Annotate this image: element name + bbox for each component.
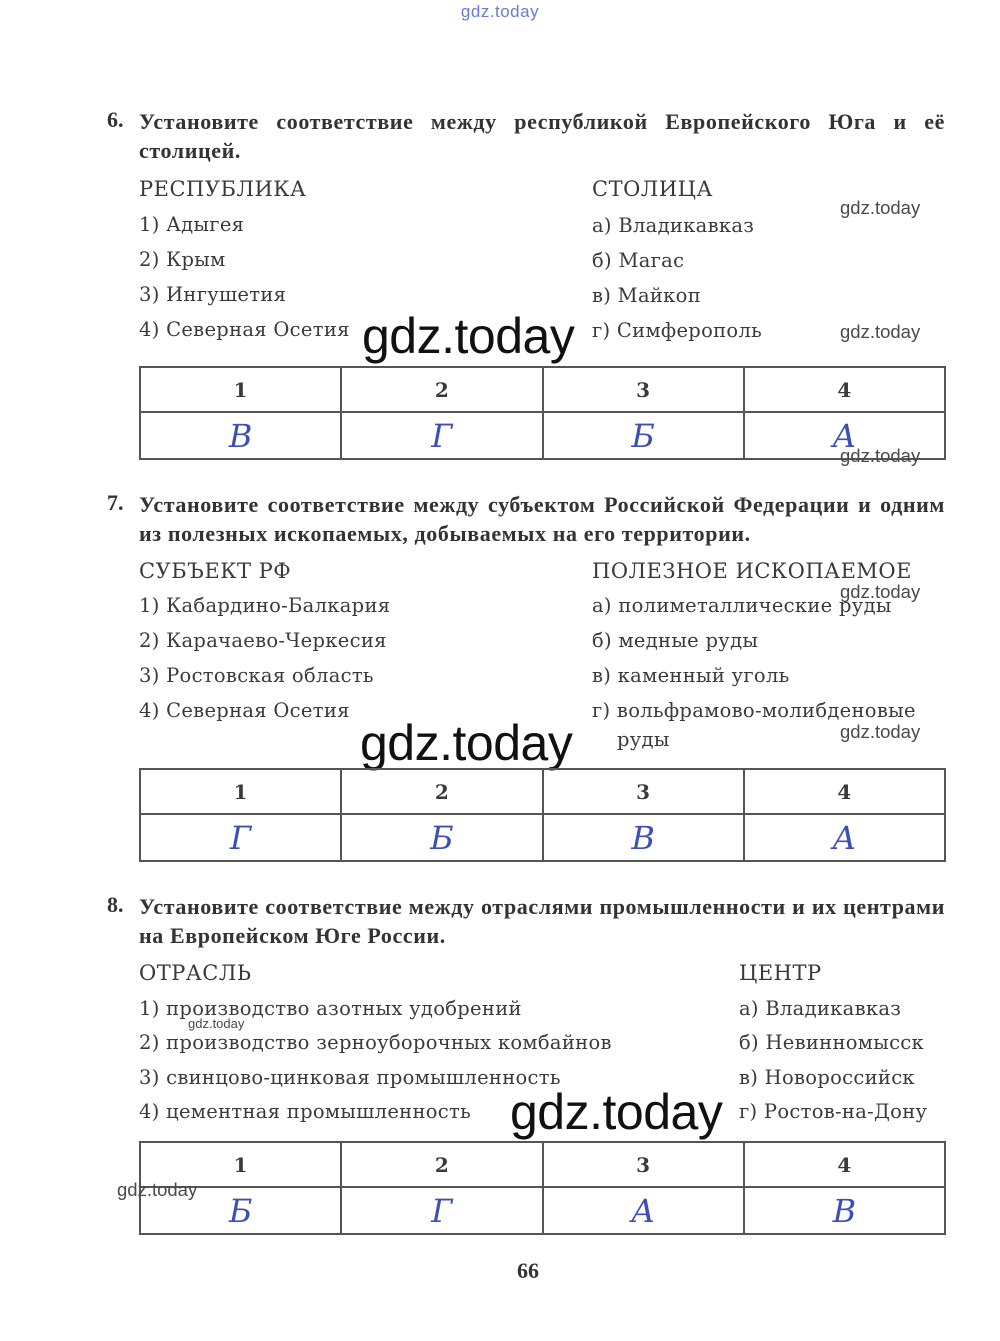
q8-left-item: 1) производство азотных удобрений xyxy=(139,997,522,1020)
table-header-cell: 3 xyxy=(543,769,744,814)
watermark: gdz.today xyxy=(840,445,921,466)
answer-cell: А xyxy=(744,412,945,459)
table-header-cell: 4 xyxy=(744,367,945,412)
table-header-cell: 1 xyxy=(140,367,341,412)
q8-left-item: 3) свинцово-цинковая промышленность xyxy=(139,1066,561,1089)
q7-right-item: в) каменный уголь xyxy=(592,664,790,687)
watermark: gdz.today xyxy=(840,197,921,218)
q7-left-item: 1) Кабардино-Балкария xyxy=(139,594,391,617)
q7-text: Установите соответствие между субъектом Российской Федерации и одним из полезных ископаемых, добываемых на его территории. xyxy=(139,492,945,546)
q7-number: 7. xyxy=(107,490,124,515)
q8-right-item: а) Владикавказ xyxy=(739,997,902,1020)
q6-right-header: СТОЛИЦА xyxy=(592,177,713,201)
table-header-cell: 3 xyxy=(543,1142,744,1187)
answer-cell: А xyxy=(744,814,945,861)
q8-left-header: ОТРАСЛЬ xyxy=(139,961,252,985)
q8-right-header: ЦЕНТР xyxy=(739,961,822,985)
q6-left-header: РЕСПУБЛИКА xyxy=(139,177,307,201)
q8-right-item: в) Новороссийск xyxy=(739,1066,915,1089)
q8-number: 8. xyxy=(107,892,124,917)
table-header-cell: 4 xyxy=(744,769,945,814)
q6-left-item: 2) Крым xyxy=(139,248,226,271)
q7-answer-table xyxy=(139,768,946,862)
watermark: gdz.today xyxy=(840,581,921,602)
q7-right-item: б) медные руды xyxy=(592,629,759,652)
top-watermark: gdz.today xyxy=(460,2,540,21)
answer-cell: Б xyxy=(341,814,542,861)
q7-right-item: г) вольфрамово-молибденовые xyxy=(592,699,916,722)
table-header-cell: 1 xyxy=(140,769,341,814)
q7-left-item: 2) Карачаево-Черкесия xyxy=(139,629,387,652)
answer-cell: Г xyxy=(341,412,542,459)
q6-answer-table xyxy=(139,366,946,460)
answer-cell: В xyxy=(543,814,744,861)
q7-right-item: а) полиметаллические руды xyxy=(592,594,892,617)
table-header-cell: 1 xyxy=(140,1142,341,1187)
answer-cell: А xyxy=(543,1187,744,1234)
answer-cell: Г xyxy=(140,814,341,861)
page-number: 66 xyxy=(517,1258,539,1283)
q6-left-item: 1) Адыгея xyxy=(139,213,245,236)
watermark: gdz.today xyxy=(840,321,921,342)
table-header-cell: 2 xyxy=(341,769,542,814)
q6-text: Установите соответствие между республикой Европейского Юга и её столицей. xyxy=(139,109,945,163)
q7-right-item-continued: руды xyxy=(617,728,670,751)
watermark-large: gdz.today xyxy=(362,308,575,364)
answer-cell: Б xyxy=(543,412,744,459)
q8-text: Установите соответствие между отраслями промышленности и их центрами на Европейском Юге России. xyxy=(139,894,945,948)
answer-cell: Б xyxy=(140,1187,341,1234)
answer-cell: В xyxy=(140,412,341,459)
watermark: gdz.today xyxy=(840,721,921,742)
q8-right-item: г) Ростов-на-Дону xyxy=(739,1100,928,1123)
watermark-small: gdz.today xyxy=(188,1016,245,1031)
q6-left-item: 3) Ингушетия xyxy=(139,283,287,306)
q6-right-item: в) Майкоп xyxy=(592,284,701,307)
answer-cell: В xyxy=(744,1187,945,1234)
q7-left-item: 4) Северная Осетия xyxy=(139,699,350,722)
q8-left-item: 2) производство зерноуборочных комбайнов xyxy=(139,1031,612,1054)
q7-left-header: СУБЪЕКТ РФ xyxy=(139,559,292,583)
table-header-cell: 2 xyxy=(341,367,542,412)
answer-cell: Г xyxy=(341,1187,542,1234)
q8-left-item: 4) цементная промышленность xyxy=(139,1100,472,1123)
q8-answer-table xyxy=(139,1141,946,1235)
q7-left-item: 3) Ростовская область xyxy=(139,664,374,687)
watermark-large: gdz.today xyxy=(510,1084,723,1140)
q6-right-item: б) Магас xyxy=(592,249,685,272)
table-header-cell: 4 xyxy=(744,1142,945,1187)
table-header-cell: 2 xyxy=(341,1142,542,1187)
q7-right-header: ПОЛЕЗНОЕ ИСКОПАЕМОЕ xyxy=(592,559,912,583)
watermark: gdz.today xyxy=(117,1179,198,1200)
q6-left-item: 4) Северная Осетия xyxy=(139,318,350,341)
watermark-large: gdz.today xyxy=(360,715,573,771)
table-header-cell: 3 xyxy=(543,367,744,412)
q6-right-item: г) Симферополь xyxy=(592,319,763,342)
q6-right-item: а) Владикавказ xyxy=(592,214,755,237)
q8-right-item: б) Невинномысск xyxy=(739,1031,925,1054)
q6-number: 6. xyxy=(107,107,124,132)
